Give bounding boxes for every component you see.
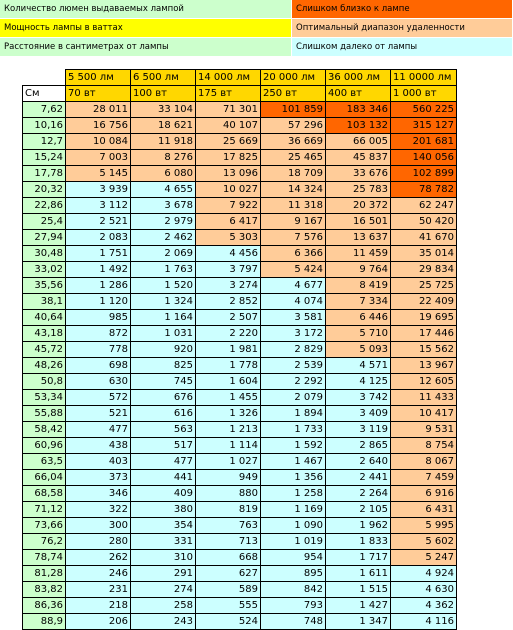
lux-value-cell: 630: [66, 374, 131, 390]
lux-value-cell: 380: [131, 502, 196, 518]
header-blank-cell: [23, 70, 66, 86]
table-row: [23, 550, 457, 566]
table-row: [23, 230, 457, 246]
distance-cell: 22,86: [23, 198, 66, 214]
distance-cell: 33,02: [23, 262, 66, 278]
watts-header-cell: 100 вт: [131, 86, 196, 102]
lux-value-cell: 9 167: [261, 214, 326, 230]
lux-value-cell: 280: [66, 534, 131, 550]
lux-value-cell: 291: [131, 566, 196, 582]
distance-cell: 30,48: [23, 246, 66, 262]
lux-value-cell: 2 507: [196, 310, 261, 326]
distance-cell: 60,96: [23, 438, 66, 454]
lux-value-cell: 1 120: [66, 294, 131, 310]
table-row: [23, 566, 457, 582]
lux-value-cell: 66 005: [326, 134, 391, 150]
lux-value-cell: 1 611: [326, 566, 391, 582]
distance-cell: 43,18: [23, 326, 66, 342]
lux-value-cell: 4 074: [261, 294, 326, 310]
lux-value-cell: 12 605: [391, 374, 457, 390]
lux-value-cell: 3 274: [196, 278, 261, 294]
lux-value-cell: 7 459: [391, 470, 457, 486]
lux-value-cell: 589: [196, 582, 261, 598]
watts-header-cell: 175 вт: [196, 86, 261, 102]
lux-value-cell: 262: [66, 550, 131, 566]
lamp-distance-table: [22, 69, 457, 630]
lux-value-cell: 4 116: [391, 614, 457, 630]
lux-value-cell: 572: [66, 390, 131, 406]
table-row: [23, 406, 457, 422]
legend-too-close-label: Слишком близко к лампе: [292, 0, 513, 18]
lux-value-cell: 4 125: [326, 374, 391, 390]
watts-header-cell: 250 вт: [261, 86, 326, 102]
distance-cell: 48,26: [23, 358, 66, 374]
lux-value-cell: 3 119: [326, 422, 391, 438]
lux-value-cell: 2 264: [326, 486, 391, 502]
lumens-header-cell: 6 500 лм: [131, 70, 196, 86]
lux-value-cell: 102 899: [391, 166, 457, 182]
lux-value-cell: 45 837: [326, 150, 391, 166]
lux-value-cell: 6 431: [391, 502, 457, 518]
lux-value-cell: 748: [261, 614, 326, 630]
color-legend: [0, 0, 513, 57]
lux-value-cell: 1 114: [196, 438, 261, 454]
lux-value-cell: 1 592: [261, 438, 326, 454]
lux-value-cell: 7 922: [196, 198, 261, 214]
lux-value-cell: 1 492: [66, 262, 131, 278]
lux-value-cell: 1 520: [131, 278, 196, 294]
distance-cell: 10,16: [23, 118, 66, 134]
lux-value-cell: 793: [261, 598, 326, 614]
lux-value-cell: 103 132: [326, 118, 391, 134]
lux-value-cell: 668: [196, 550, 261, 566]
lux-value-cell: 1 326: [196, 406, 261, 422]
lux-value-cell: 101 859: [261, 102, 326, 118]
lux-value-cell: 438: [66, 438, 131, 454]
lux-value-cell: 5 710: [326, 326, 391, 342]
table-row: [23, 246, 457, 262]
lux-value-cell: 231: [66, 582, 131, 598]
lumens-header-cell: 36 000 лм: [326, 70, 391, 86]
table-row: [23, 278, 457, 294]
distance-cell: 83,82: [23, 582, 66, 598]
lux-value-cell: 1 981: [196, 342, 261, 358]
lux-value-cell: 8 276: [131, 150, 196, 166]
lux-value-cell: 331: [131, 534, 196, 550]
lux-value-cell: 41 670: [391, 230, 457, 246]
lux-value-cell: 713: [196, 534, 261, 550]
lux-value-cell: 35 014: [391, 246, 457, 262]
lux-value-cell: 5 247: [391, 550, 457, 566]
lux-value-cell: 8 419: [326, 278, 391, 294]
distance-cell: 55,88: [23, 406, 66, 422]
lux-value-cell: 274: [131, 582, 196, 598]
lumens-header-cell: 11 0000 лм: [391, 70, 457, 86]
lux-value-cell: 2 105: [326, 502, 391, 518]
legend-watts-label: Мощность лампы в ваттах: [0, 19, 292, 37]
distance-cell: 15,24: [23, 150, 66, 166]
lux-value-cell: 3 172: [261, 326, 326, 342]
lux-value-cell: 50 420: [391, 214, 457, 230]
lux-value-cell: 778: [66, 342, 131, 358]
lux-value-cell: 10 417: [391, 406, 457, 422]
lux-value-cell: 1 751: [66, 246, 131, 262]
lux-value-cell: 13 096: [196, 166, 261, 182]
lux-value-cell: 346: [66, 486, 131, 502]
lux-value-cell: 954: [261, 550, 326, 566]
lux-value-cell: 25 725: [391, 278, 457, 294]
table-row: [23, 390, 457, 406]
lux-value-cell: 33 104: [131, 102, 196, 118]
table-row: [23, 342, 457, 358]
lux-value-cell: 2 521: [66, 214, 131, 230]
lux-value-cell: 1 962: [326, 518, 391, 534]
lux-value-cell: 920: [131, 342, 196, 358]
lux-value-cell: 40 107: [196, 118, 261, 134]
lux-value-cell: 6 446: [326, 310, 391, 326]
watts-header-cell: 400 вт: [326, 86, 391, 102]
table-row: [23, 294, 457, 310]
table-row: [23, 182, 457, 198]
lux-value-cell: 310: [131, 550, 196, 566]
lux-value-cell: 33 676: [326, 166, 391, 182]
lux-value-cell: 1 515: [326, 582, 391, 598]
lux-value-cell: 5 093: [326, 342, 391, 358]
lux-value-cell: 1 286: [66, 278, 131, 294]
lux-value-cell: 315 127: [391, 118, 457, 134]
legend-lumens-label: Количество люмен выдаваемых лампой: [0, 0, 292, 18]
table-row: [23, 582, 457, 598]
lux-value-cell: 19 695: [391, 310, 457, 326]
lux-value-cell: 2 069: [131, 246, 196, 262]
lux-value-cell: 10 084: [66, 134, 131, 150]
lux-value-cell: 1 324: [131, 294, 196, 310]
lux-value-cell: 29 834: [391, 262, 457, 278]
lux-value-cell: 25 465: [261, 150, 326, 166]
table-row: [23, 422, 457, 438]
lux-value-cell: 5 995: [391, 518, 457, 534]
lux-value-cell: 1 427: [326, 598, 391, 614]
lux-value-cell: 17 825: [196, 150, 261, 166]
distance-cell: 68,58: [23, 486, 66, 502]
lux-value-cell: 11 433: [391, 390, 457, 406]
lux-value-cell: 441: [131, 470, 196, 486]
legend-row-lumens: [0, 0, 513, 19]
distance-cell: 76,2: [23, 534, 66, 550]
distance-cell: 20,32: [23, 182, 66, 198]
table-row: [23, 486, 457, 502]
table-row: [23, 134, 457, 150]
lux-value-cell: 10 027: [196, 182, 261, 198]
lux-value-cell: 3 112: [66, 198, 131, 214]
lux-value-cell: 560 225: [391, 102, 457, 118]
lux-value-cell: 2 979: [131, 214, 196, 230]
lux-value-cell: 403: [66, 454, 131, 470]
lux-value-cell: 477: [66, 422, 131, 438]
lux-value-cell: 6 080: [131, 166, 196, 182]
lux-value-cell: 745: [131, 374, 196, 390]
legend-optimal-label: Оптимальный диапазон удаленности: [292, 19, 513, 37]
distance-cell: 17,78: [23, 166, 66, 182]
lux-value-cell: 1 169: [261, 502, 326, 518]
table-row: [23, 454, 457, 470]
lux-value-cell: 71 301: [196, 102, 261, 118]
legend-row-watts: [0, 19, 513, 38]
table-row: [23, 614, 457, 630]
unit-header-cell: См: [23, 86, 66, 102]
lux-value-cell: 243: [131, 614, 196, 630]
lux-value-cell: 6 417: [196, 214, 261, 230]
lux-value-cell: 409: [131, 486, 196, 502]
table-row: [23, 262, 457, 278]
lux-value-cell: 11 918: [131, 134, 196, 150]
lux-value-cell: 62 247: [391, 198, 457, 214]
lux-value-cell: 1 604: [196, 374, 261, 390]
lux-value-cell: 13 637: [326, 230, 391, 246]
lux-value-cell: 521: [66, 406, 131, 422]
lux-value-cell: 555: [196, 598, 261, 614]
lux-value-cell: 627: [196, 566, 261, 582]
lux-value-cell: 477: [131, 454, 196, 470]
lux-value-cell: 3 939: [66, 182, 131, 198]
lux-value-cell: 18 621: [131, 118, 196, 134]
lux-value-cell: 880: [196, 486, 261, 502]
lux-value-cell: 616: [131, 406, 196, 422]
lux-value-cell: 2 083: [66, 230, 131, 246]
lux-value-cell: 698: [66, 358, 131, 374]
lux-value-cell: 517: [131, 438, 196, 454]
lux-value-cell: 18 709: [261, 166, 326, 182]
lux-value-cell: 7 003: [66, 150, 131, 166]
table-row: [23, 150, 457, 166]
lux-value-cell: 1 467: [261, 454, 326, 470]
distance-cell: 86,36: [23, 598, 66, 614]
lux-value-cell: 2 640: [326, 454, 391, 470]
lux-value-cell: 842: [261, 582, 326, 598]
distance-cell: 50,8: [23, 374, 66, 390]
lux-value-cell: 3 742: [326, 390, 391, 406]
lux-value-cell: 3 409: [326, 406, 391, 422]
table-row: [23, 470, 457, 486]
lux-value-cell: 15 562: [391, 342, 457, 358]
lux-value-cell: 1 894: [261, 406, 326, 422]
lux-value-cell: 300: [66, 518, 131, 534]
lux-value-cell: 57 296: [261, 118, 326, 134]
lux-value-cell: 183 346: [326, 102, 391, 118]
lux-value-cell: 1 258: [261, 486, 326, 502]
lux-value-cell: 3 678: [131, 198, 196, 214]
distance-cell: 35,56: [23, 278, 66, 294]
distance-cell: 78,74: [23, 550, 66, 566]
lux-value-cell: 872: [66, 326, 131, 342]
lux-value-cell: 1 164: [131, 310, 196, 326]
lux-value-cell: 763: [196, 518, 261, 534]
watts-header-cell: 1 000 вт: [391, 86, 457, 102]
lux-value-cell: 4 655: [131, 182, 196, 198]
lux-value-cell: 4 677: [261, 278, 326, 294]
lux-value-cell: 373: [66, 470, 131, 486]
lux-value-cell: 825: [131, 358, 196, 374]
distance-cell: 63,5: [23, 454, 66, 470]
lux-value-cell: 2 865: [326, 438, 391, 454]
distance-cell: 71,12: [23, 502, 66, 518]
lux-value-cell: 206: [66, 614, 131, 630]
table-row: [23, 326, 457, 342]
lux-value-cell: 5 145: [66, 166, 131, 182]
lux-value-cell: 895: [261, 566, 326, 582]
lux-value-cell: 1 031: [131, 326, 196, 342]
lux-value-cell: 6 366: [261, 246, 326, 262]
table-row: [23, 166, 457, 182]
legend-row-distance: [0, 38, 513, 57]
lux-value-cell: 563: [131, 422, 196, 438]
lux-value-cell: 11 459: [326, 246, 391, 262]
distance-cell: 12,7: [23, 134, 66, 150]
lux-value-cell: 13 967: [391, 358, 457, 374]
lux-value-cell: 9 531: [391, 422, 457, 438]
lux-value-cell: 258: [131, 598, 196, 614]
lux-value-cell: 17 446: [391, 326, 457, 342]
table-row: [23, 598, 457, 614]
lux-value-cell: 1 717: [326, 550, 391, 566]
lux-value-cell: 7 334: [326, 294, 391, 310]
lux-value-cell: 6 916: [391, 486, 457, 502]
lux-value-cell: 11 318: [261, 198, 326, 214]
lumens-header-cell: 5 500 лм: [66, 70, 131, 86]
lux-value-cell: 4 924: [391, 566, 457, 582]
lux-value-cell: 14 324: [261, 182, 326, 198]
lumens-header-cell: 14 000 лм: [196, 70, 261, 86]
lux-value-cell: 985: [66, 310, 131, 326]
lux-value-cell: 7 576: [261, 230, 326, 246]
lux-value-cell: 354: [131, 518, 196, 534]
lux-value-cell: 2 852: [196, 294, 261, 310]
legend-too-far-label: Слишком далеко от лампы: [292, 38, 513, 56]
lux-value-cell: 1 763: [131, 262, 196, 278]
lux-value-cell: 16 756: [66, 118, 131, 134]
lux-value-cell: 1 347: [326, 614, 391, 630]
lux-value-cell: 140 056: [391, 150, 457, 166]
lux-value-cell: 1 778: [196, 358, 261, 374]
lux-value-cell: 1 019: [261, 534, 326, 550]
lux-value-cell: 2 079: [261, 390, 326, 406]
lux-value-cell: 78 782: [391, 182, 457, 198]
lux-value-cell: 246: [66, 566, 131, 582]
lux-value-cell: 5 602: [391, 534, 457, 550]
lux-value-cell: 322: [66, 502, 131, 518]
lux-value-cell: 819: [196, 502, 261, 518]
distance-cell: 73,66: [23, 518, 66, 534]
lumens-header-row: [23, 70, 457, 86]
lux-value-cell: 2 462: [131, 230, 196, 246]
lux-value-cell: 4 362: [391, 598, 457, 614]
lux-value-cell: 4 456: [196, 246, 261, 262]
lux-value-cell: 524: [196, 614, 261, 630]
lux-value-cell: 3 797: [196, 262, 261, 278]
lux-value-cell: 676: [131, 390, 196, 406]
distance-cell: 40,64: [23, 310, 66, 326]
lux-value-cell: 25 783: [326, 182, 391, 198]
lux-value-cell: 3 581: [261, 310, 326, 326]
lux-value-cell: 1 455: [196, 390, 261, 406]
distance-cell: 45,72: [23, 342, 66, 358]
lux-value-cell: 22 409: [391, 294, 457, 310]
lux-value-cell: 1 356: [261, 470, 326, 486]
lux-value-cell: 8 754: [391, 438, 457, 454]
watts-header-cell: 70 вт: [66, 86, 131, 102]
lux-value-cell: 4 630: [391, 582, 457, 598]
lumens-header-cell: 20 000 лм: [261, 70, 326, 86]
lux-value-cell: 8 067: [391, 454, 457, 470]
lux-value-cell: 1 027: [196, 454, 261, 470]
lux-value-cell: 25 669: [196, 134, 261, 150]
table-row: [23, 518, 457, 534]
lux-value-cell: 5 303: [196, 230, 261, 246]
lux-value-cell: 201 681: [391, 134, 457, 150]
distance-cell: 7,62: [23, 102, 66, 118]
table-row: [23, 118, 457, 134]
distance-cell: 88,9: [23, 614, 66, 630]
lux-value-cell: 2 220: [196, 326, 261, 342]
distance-cell: 81,28: [23, 566, 66, 582]
lux-value-cell: 2 829: [261, 342, 326, 358]
lux-value-cell: 2 539: [261, 358, 326, 374]
lux-value-cell: 2 292: [261, 374, 326, 390]
distance-cell: 38,1: [23, 294, 66, 310]
distance-cell: 25,4: [23, 214, 66, 230]
lux-value-cell: 218: [66, 598, 131, 614]
lux-value-cell: 36 669: [261, 134, 326, 150]
table-row: [23, 310, 457, 326]
lux-value-cell: 949: [196, 470, 261, 486]
lux-value-cell: 1 090: [261, 518, 326, 534]
lux-value-cell: 20 372: [326, 198, 391, 214]
watts-header-row: [23, 86, 457, 102]
distance-cell: 66,04: [23, 470, 66, 486]
lux-value-cell: 16 501: [326, 214, 391, 230]
legend-distance-label: Расстояние в сантиметрах от лампы: [0, 38, 292, 56]
table-row: [23, 438, 457, 454]
lux-value-cell: 1 733: [261, 422, 326, 438]
lux-value-cell: 5 424: [261, 262, 326, 278]
lux-value-cell: 1 833: [326, 534, 391, 550]
table-row: [23, 534, 457, 550]
distance-cell: 27,94: [23, 230, 66, 246]
lux-value-cell: 9 764: [326, 262, 391, 278]
distance-cell: 53,34: [23, 390, 66, 406]
lux-value-cell: 28 011: [66, 102, 131, 118]
distance-cell: 58,42: [23, 422, 66, 438]
table-row: [23, 358, 457, 374]
table-row: [23, 214, 457, 230]
table-row: [23, 198, 457, 214]
lux-value-cell: 2 441: [326, 470, 391, 486]
table-row: [23, 102, 457, 118]
table-row: [23, 502, 457, 518]
table-row: [23, 374, 457, 390]
lux-value-cell: 1 213: [196, 422, 261, 438]
lux-value-cell: 4 571: [326, 358, 391, 374]
